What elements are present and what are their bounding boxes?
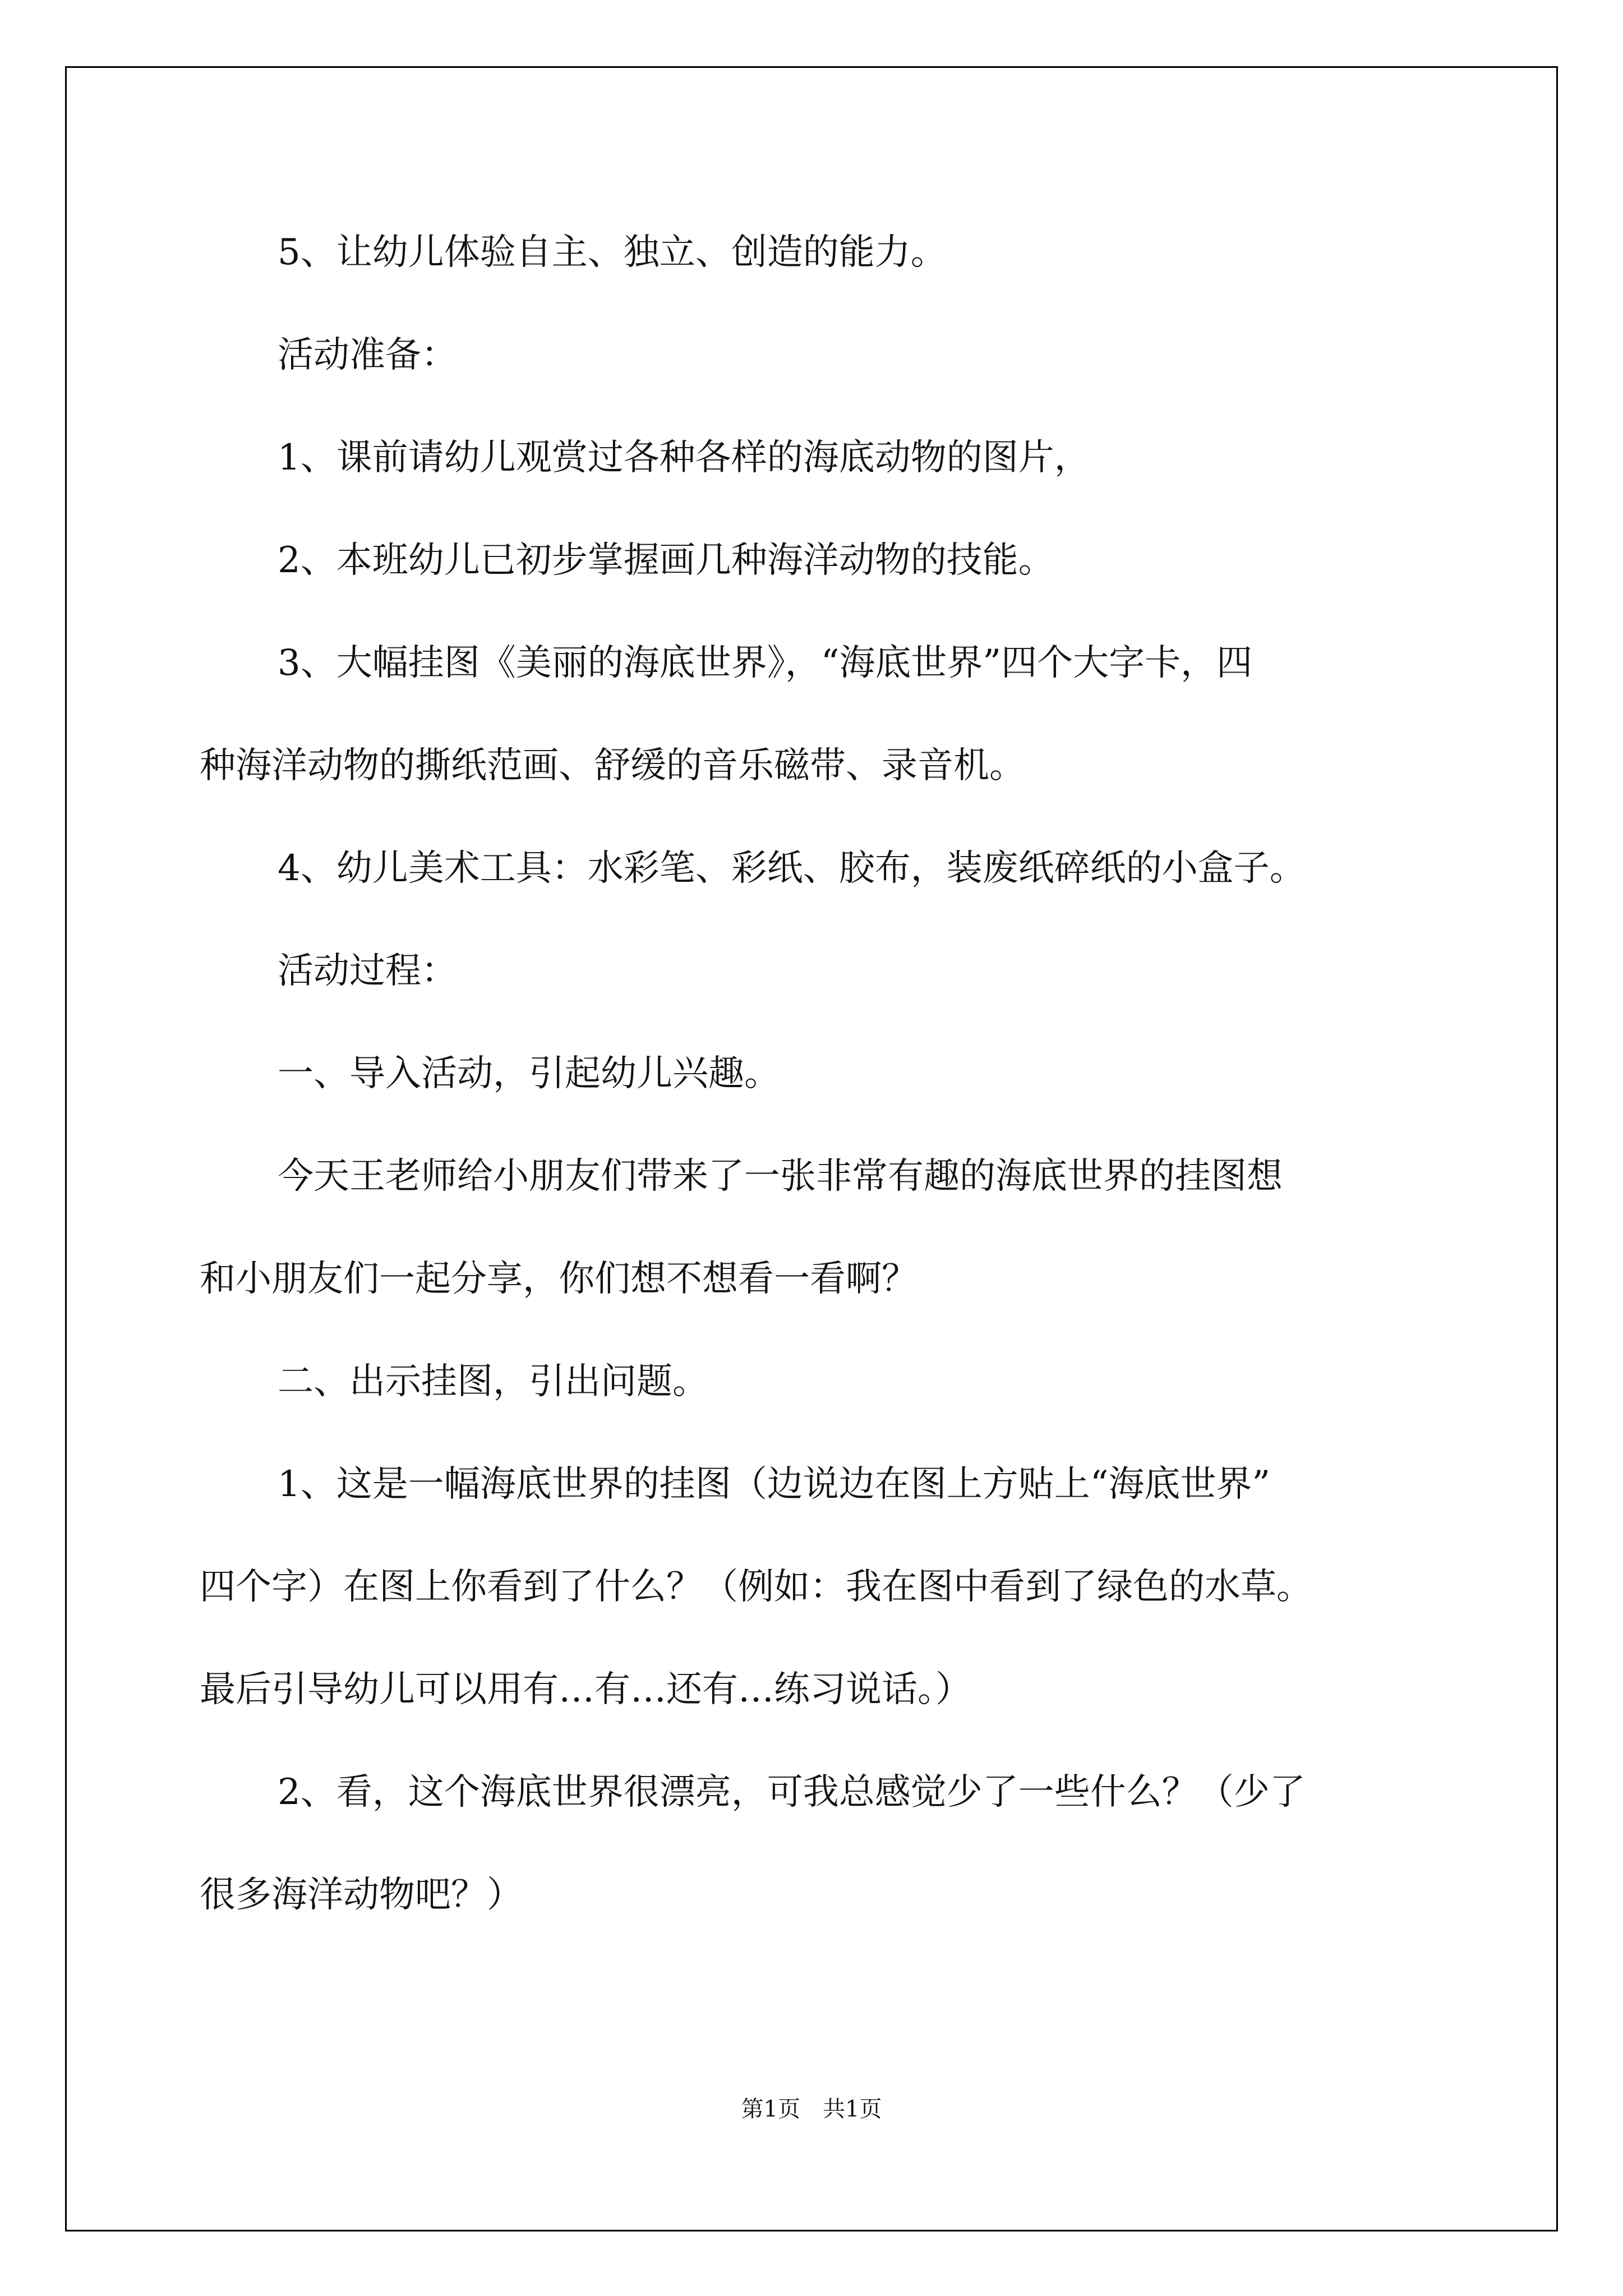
page-footer: 第1页 共1页 <box>741 2096 882 2122</box>
paragraph-line: 5、让幼儿体验自主、独立、创造的能力。 <box>278 232 947 273</box>
paragraph-line: 2、看，这个海底世界很漂亮，可我总感觉少了一些什么？（少了 <box>278 1772 1306 1813</box>
paragraph-line: 和小朋友们一起分享，你们想不想看一看啊？ <box>200 1258 917 1300</box>
paragraph-line: 1、课前请幼儿观赏过各种各样的海底动物的图片， <box>278 437 1090 478</box>
paragraph-line: 最后引导幼儿可以用有…有…还有…练习说话。） <box>200 1669 971 1710</box>
paragraph-line: 一、导入活动，引起幼儿兴趣。 <box>278 1053 780 1094</box>
paragraph-line: 四个字）在图上你看到了什么？（例如：我在图中看到了绿色的水草。 <box>200 1566 1312 1608</box>
paragraph-line: 种海洋动物的撕纸范画、舒缓的音乐磁带、录音机。 <box>200 745 1025 786</box>
paragraph-line: 3、大幅挂图《美丽的海底世界》，“海底世界”四个大字卡，四 <box>278 642 1253 684</box>
paragraph-line: 很多海洋动物吧？） <box>200 1874 523 1916</box>
paragraph-line: 1、这是一幅海底世界的挂图（边说边在图上方贴上“海底世界” <box>278 1464 1271 1505</box>
section-heading-preparation: 活动准备： <box>278 334 457 376</box>
paragraph-line: 4、幼儿美术工具：水彩笔、彩纸、胶布，装废纸碎纸的小盒子。 <box>278 848 1306 889</box>
paragraph-line: 今天王老师给小朋友们带来了一张非常有趣的海底世界的挂图想 <box>278 1156 1283 1197</box>
paragraph-line: 2、本班幼儿已初步掌握画几种海洋动物的技能。 <box>278 540 1054 581</box>
section-heading-process: 活动过程： <box>278 950 457 992</box>
paragraph-line: 二、出示挂图，引出问题。 <box>278 1361 708 1402</box>
